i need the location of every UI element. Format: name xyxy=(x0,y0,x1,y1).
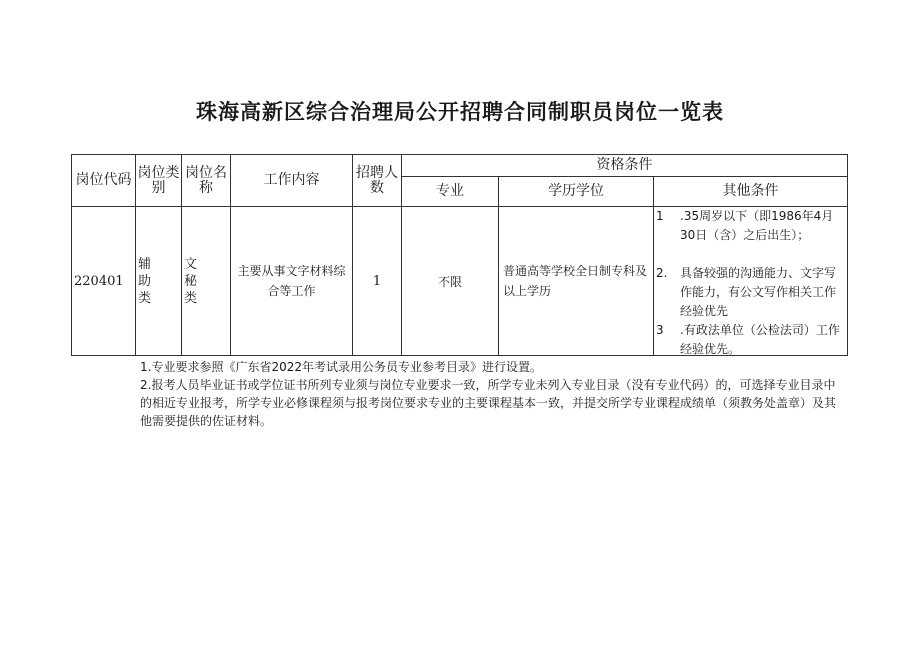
positions-table xyxy=(71,154,848,356)
cell-position-category xyxy=(136,207,182,356)
condition-number: 3 xyxy=(656,323,664,337)
condition-text: .有政法单位（公检法司）工作经验优先。 xyxy=(680,323,840,355)
cell-position-code: 220401 xyxy=(72,207,136,356)
condition-text: 具备较强的沟通能力、文字写作能力，有公文写作相关工作经验优先 xyxy=(680,266,837,318)
header-qualifications: 资格条件 xyxy=(402,155,848,177)
page-title: 珠海高新区综合治理局公开招聘合同制职员岗位一览表 xyxy=(196,100,724,124)
notes xyxy=(140,358,845,430)
condition-number: 2. xyxy=(656,266,668,280)
condition-number: 1 xyxy=(656,209,664,223)
header-other-conditions: 其他条件 xyxy=(654,177,848,207)
header-position-name: 岗位名称 xyxy=(182,155,231,207)
job-content-text: 主要从事文字材料综合等工作 xyxy=(237,264,346,298)
name-text: 文秘类 xyxy=(184,256,198,306)
header-position-category: 岗位类别 xyxy=(136,155,182,207)
note-2: 2.报考人员毕业证书或学位证书所列专业须与岗位专业要求一致，所学专业未列入专业目录（没有专业代码）的，可选择专业目录中的相近专业报考，所学专业必修课程须与报考岗位要求专业的主要课程基本一致，并提交所学专业课程成绩单（须教务处盖章）及其他需要提供的佐证材料。 xyxy=(140,378,837,428)
header-education: 学历学位 xyxy=(499,177,654,207)
header-recruit-count: 招聘人数 xyxy=(353,155,402,207)
condition-item xyxy=(654,207,843,245)
cell-job-content xyxy=(231,207,353,356)
education-text: 普通高等学校全日制专科及以上学历 xyxy=(503,264,648,298)
cell-recruit-count: 1 xyxy=(353,207,402,356)
cell-major: 不限 xyxy=(402,207,499,356)
header-major: 专业 xyxy=(402,177,499,207)
condition-item xyxy=(654,321,843,355)
cell-position-name xyxy=(182,207,231,356)
header-position-code: 岗位代码 xyxy=(72,155,136,207)
category-text: 辅助类 xyxy=(138,256,152,306)
cell-other-conditions xyxy=(654,207,848,356)
condition-item xyxy=(654,264,843,321)
table-row xyxy=(72,207,848,356)
condition-text: .35周岁以下（即1986年4月30日（含）之后出生）； xyxy=(680,209,834,242)
note-1: 1.专业要求参照《广东省2022年考试录用公务员专业参考目录》进行设置。 xyxy=(140,360,542,374)
header-job-content: 工作内容 xyxy=(231,155,353,207)
conditions-list xyxy=(654,207,847,355)
cell-education xyxy=(499,207,654,356)
